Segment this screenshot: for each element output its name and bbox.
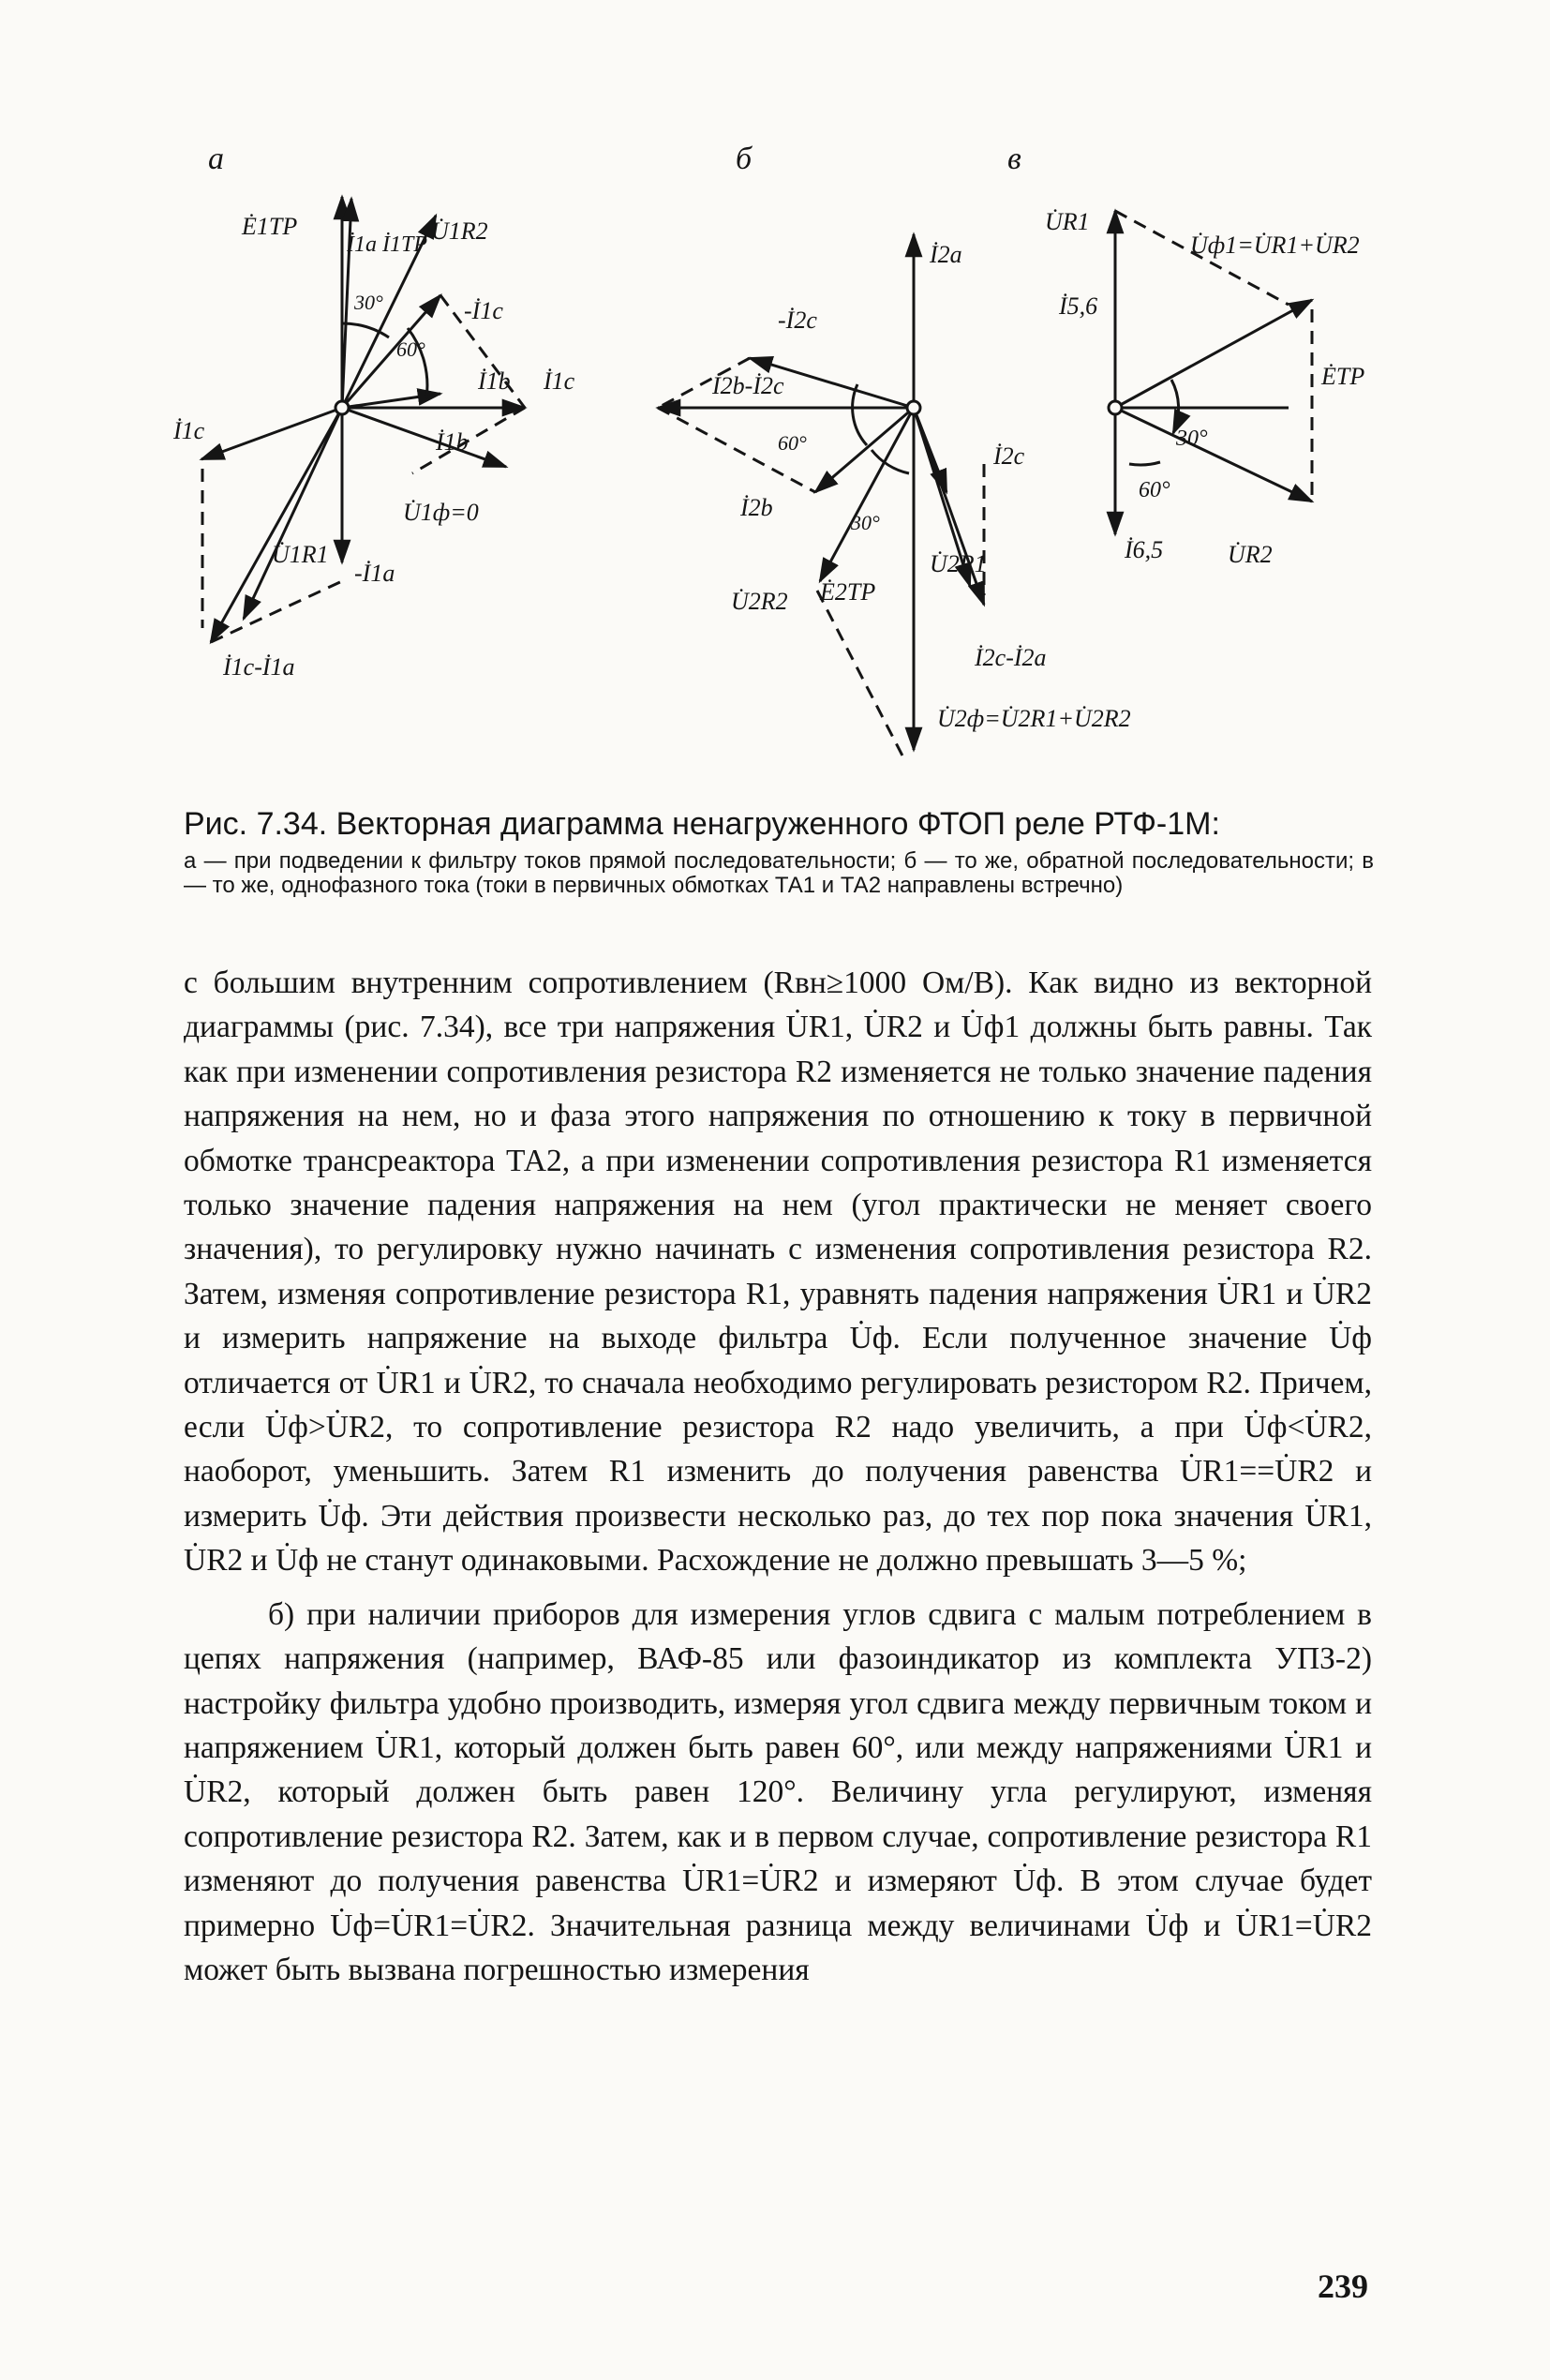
label-ur1: U̇R1 [1045,208,1090,235]
vector-diagram-figure [169,141,1415,797]
label-u2r2: U̇2R2 [731,588,788,615]
label-u2f: U̇2ф=U̇2R1+U̇2R2 [937,705,1131,732]
label-i2a: İ2a [930,241,962,268]
label-minus-i2c: -İ2c [778,307,817,334]
label-b-angle30: 30° [851,511,880,534]
panel-b-letter: б [736,142,753,176]
label-i2b: İ2b [740,494,773,521]
label-i2b-minus-i2c: İ2b-İ2c [712,372,784,399]
label-i65: İ6,5 [1125,536,1164,563]
caption-title: Рис. 7.34. Векторная диаграмма ненагруженного ФТОП реле РТФ-1М: [184,806,1220,842]
panel-c-letter: в [1007,142,1021,176]
label-a-angle30: 30° [354,291,383,314]
label-c-angle60: 60° [1139,478,1170,502]
label-ur2: U̇R2 [1228,541,1273,568]
page-number: 239 [1318,2268,1368,2305]
label-u1r2: U̇1R2 [431,217,488,245]
vector-diagrams [169,141,1415,797]
label-b-angle60: 60° [778,431,807,455]
label-minus-i1a: -İ1a [354,560,395,587]
paragraph-2: б) при наличии приборов для измерения углов сдвига с малым потреблением в цепях напряжения (например, ВАФ-85 или фазоиндикатор из комплекта УПЗ-2) настройку фильтра удобно производить, измеряя угол сдвига между первичным током и напряжением U̇R1, который должен быть равен 60°, или между напряжениями U̇R1 и U̇R2, который должен быть равен 120°. Величину угла регулируют, изменяя сопротивление резистора R2. Затем, как и в первом случае, сопротивление резистора R1 изменяют до получения равенства U̇R1=U̇R2 и измеряют U̇ф. В этом случае будет примерно U̇ф=U̇R1=U̇R2. Значительная разница между величинами U̇ф и U̇R1=U̇R2 может быть вызвана погрешностью измерения [184,1596,1372,1987]
label-a-angle60: 60° [396,337,425,361]
label-minus-i1c: -İ1c [464,297,503,324]
label-e1tr: Ė1ТР [242,213,298,240]
label-u1f: U̇1ф=0 [403,499,479,526]
label-uf1: U̇ф1=U̇R1+U̇R2 [1190,232,1360,259]
paragraph-1: с большим внутренним сопротивлением (Rвн≥1000 Ом/В). Как видно из векторной диаграммы (рис. 7.34), все три напряжения U̇R1, U̇R2 и U̇ф1 должны быть равны. Так как при изменении сопротивления резистора R2 изменяется не только значение падения напряжения на нем, но и фаза этого напряжения по отношению к току в первичной обмотке трансреактора ТА2, а при изменении сопротивления резистора R1 изменяется только значение падения напряжения на нем (угол практически не меняет своего значения), то регулировку нужно начинать с изменения сопротивления резистора R2. Затем, изменяя сопротивление резистора R1, уравнять падения напряжения U̇R1 и U̇R2 и измерить напряжение на выходе фильтра U̇ф. Если полученное значение U̇ф отличается от U̇R1 и U̇R2, то сначала необходимо регулировать резистором R2. Причем, если U̇ф>U̇R2, то сопротивление резистора R2 надо увеличить, а при U̇ф<U̇R2, наоборот, уменьшить. Затем R1 изменить до получения равенства U̇R1==U̇R2 и измерить U̇ф. Эти действия произвести несколько раз, до тех пор пока значения U̇R1, U̇R2 и U̇ф не станут одинаковыми. Расхождение не должно превышать 3—5 %; [184,965,1372,1579]
label-i1c-left: İ1c [173,417,205,444]
label-i2c-minus-i2a: İ2c-İ2a [975,644,1047,671]
panel-a-letter: а [208,142,224,176]
label-i1a-i1tr: İ1a İ1ТР [347,232,427,257]
label-u2r1: U̇2R1 [930,550,987,577]
label-u1r1: U̇1R1 [272,541,329,568]
label-i1c-right: İ1c [544,367,575,395]
figure-caption [184,804,1374,898]
label-i2c: İ2c [993,442,1025,470]
label-c-angle30: 30° [1176,427,1208,451]
label-i1c-minus-i1a: İ1c-İ1a [223,653,295,681]
label-i1b-lower: İ1b [436,428,469,456]
label-etr: ĖТР [1321,363,1365,390]
panel-a-labels [172,142,575,681]
label-i1b-top: İ1b [478,367,511,395]
label-i56: İ5,6 [1059,292,1098,320]
main-text [184,961,1372,1992]
label-e2tr: Ė2ТР [820,578,876,606]
panel-b [658,234,984,759]
caption-body: а — при подведении к фильтру токов прямой последовательности; б — то же, обратной последовательности; в — то же, однофазного тока (токи в первичных обмотках ТА1 и ТА2 направлены встречно) [184,848,1374,898]
